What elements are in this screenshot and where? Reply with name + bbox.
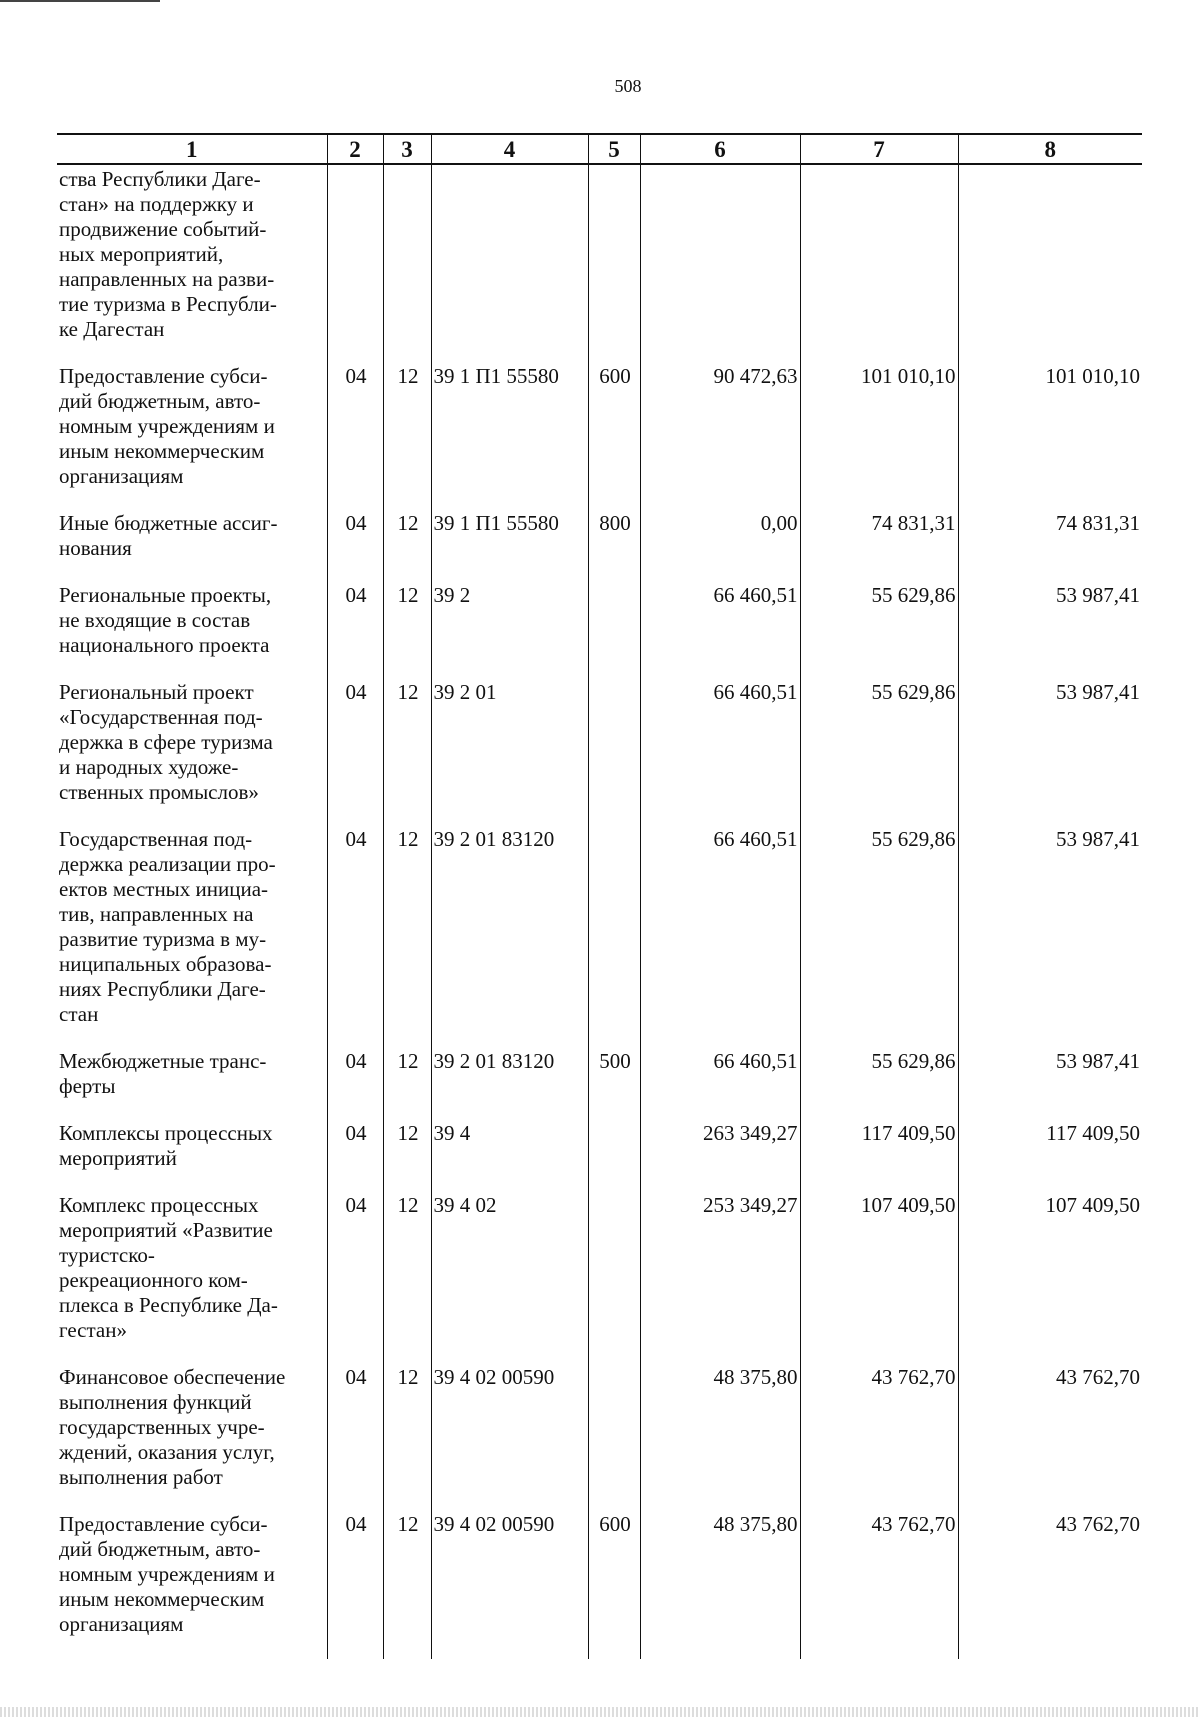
row-subsection-cell [383, 164, 431, 364]
row-amount-col6-cell: 66 460,51 [640, 1049, 800, 1121]
row-target-code-cell: 39 1 П1 55580 [431, 511, 588, 583]
row-amount-col6-cell: 253 349,27 [640, 1193, 800, 1365]
table-row [57, 1512, 1142, 1659]
row-subsection-cell: 12 [383, 511, 431, 583]
row-amount-col6-cell: 0,00 [640, 511, 800, 583]
table-row [57, 164, 1142, 364]
row-name-cell: Государственная под- держка реализации про- ектов местных инициа- тив, направленных на развитие туризма в му- ниципальных образова- ниях Республики Даге- стан [59, 827, 276, 1026]
row-amount-col7-cell: 43 762,70 [800, 1365, 958, 1512]
budget-table [57, 133, 1142, 1659]
row-subsection-cell: 12 [383, 364, 431, 511]
row-amount-col7-cell: 55 629,86 [800, 827, 958, 1049]
row-amount-col8-cell: 107 409,50 [958, 1193, 1142, 1365]
row-name-cell: ства Республики Даге- стан» на поддержку и продвижение событий- ных мероприятий, направленных на разви- тие туризма в Республи- ке Дагестан [59, 167, 277, 341]
row-target-code-cell [431, 164, 588, 364]
header-row [57, 134, 1142, 164]
row-amount-col6-cell: 263 349,27 [640, 1121, 800, 1193]
header-col-5: 5 [588, 134, 640, 164]
header-col-1: 1 [57, 134, 327, 164]
row-target-code-cell: 39 4 [431, 1121, 588, 1193]
row-amount-col7-cell: 101 010,10 [800, 364, 958, 511]
row-expense-type-cell [588, 583, 640, 680]
header-col-6: 6 [640, 134, 800, 164]
row-name-cell: Региональный проект «Государственная под- держка в сфере туризма и народных художе- ственных промыслов» [59, 680, 273, 804]
row-expense-type-cell: 600 [588, 1512, 640, 1659]
row-subsection-cell: 12 [383, 1121, 431, 1193]
row-amount-col8-cell: 53 987,41 [958, 1049, 1142, 1121]
header-col-8: 8 [958, 134, 1142, 164]
row-amount-col8-cell: 53 987,41 [958, 583, 1142, 680]
row-expense-type-cell [588, 1121, 640, 1193]
row-section-cell: 04 [327, 364, 383, 511]
table-row [57, 583, 1142, 680]
row-amount-col8-cell: 43 762,70 [958, 1512, 1142, 1659]
table-row [57, 1365, 1142, 1512]
row-section-cell: 04 [327, 1365, 383, 1512]
row-amount-col8-cell: 117 409,50 [958, 1121, 1142, 1193]
row-amount-col7-cell [800, 164, 958, 364]
table-row [57, 827, 1142, 1049]
row-amount-col8-cell [958, 164, 1142, 364]
row-subsection-cell: 12 [383, 1049, 431, 1121]
row-amount-col7-cell: 117 409,50 [800, 1121, 958, 1193]
row-subsection-cell: 12 [383, 583, 431, 680]
table-row [57, 1193, 1142, 1365]
row-amount-col6-cell: 66 460,51 [640, 680, 800, 827]
row-subsection-cell: 12 [383, 827, 431, 1049]
row-subsection-cell: 12 [383, 1365, 431, 1512]
row-name-cell: Региональные проекты, не входящие в состав национального проекта [59, 583, 272, 657]
header-col-7: 7 [800, 134, 958, 164]
row-expense-type-cell [588, 827, 640, 1049]
row-subsection-cell: 12 [383, 680, 431, 827]
header-col-4: 4 [431, 134, 588, 164]
row-target-code-cell: 39 4 02 00590 [431, 1365, 588, 1512]
row-section-cell [327, 164, 383, 364]
row-target-code-cell: 39 1 П1 55580 [431, 364, 588, 511]
row-expense-type-cell: 600 [588, 364, 640, 511]
row-name-cell: Финансовое обеспечение выполнения функций государственных учре- ждений, оказания услуг, выполнения работ [59, 1365, 286, 1489]
row-target-code-cell: 39 4 02 00590 [431, 1512, 588, 1659]
row-expense-type-cell: 500 [588, 1049, 640, 1121]
header-col-2: 2 [327, 134, 383, 164]
row-name-cell: Межбюджетные транс- ферты [59, 1049, 267, 1098]
row-section-cell: 04 [327, 511, 383, 583]
row-name-cell: Иные бюджетные ассиг- нования [59, 511, 278, 560]
row-amount-col8-cell: 43 762,70 [958, 1365, 1142, 1512]
row-subsection-cell: 12 [383, 1512, 431, 1659]
row-amount-col7-cell: 107 409,50 [800, 1193, 958, 1365]
budget-table-container [57, 133, 1142, 1636]
row-amount-col6-cell: 90 472,63 [640, 364, 800, 511]
row-target-code-cell: 39 4 02 [431, 1193, 588, 1365]
table-body [57, 164, 1142, 1659]
row-expense-type-cell [588, 164, 640, 364]
row-name-cell: Предоставление субси- дий бюджетным, авто- номным учреждениям и иным некоммерческим организациям [59, 364, 275, 488]
table-row [57, 511, 1142, 583]
header-col-3: 3 [383, 134, 431, 164]
row-section-cell: 04 [327, 1512, 383, 1659]
scan-edge-bottom [0, 1707, 1200, 1717]
row-amount-col7-cell: 43 762,70 [800, 1512, 958, 1659]
row-amount-col8-cell: 53 987,41 [958, 827, 1142, 1049]
table-row [57, 680, 1142, 827]
row-amount-col6-cell: 66 460,51 [640, 583, 800, 680]
row-name-cell: Предоставление субси- дий бюджетным, авто- номным учреждениям и иным некоммерческим организациям [59, 1512, 275, 1636]
row-amount-col6-cell: 48 375,80 [640, 1365, 800, 1512]
scan-edge-top [0, 0, 160, 2]
row-section-cell: 04 [327, 827, 383, 1049]
row-amount-col7-cell: 55 629,86 [800, 680, 958, 827]
row-name-cell: Комплексы процессных мероприятий [59, 1121, 273, 1170]
page-number: 508 [614, 76, 642, 96]
row-section-cell: 04 [327, 680, 383, 827]
row-name-cell: Комплекс процессных мероприятий «Развитие туристско- рекреационного ком- плекса в Республике Да- гестан» [59, 1193, 278, 1342]
row-amount-col6-cell [640, 164, 800, 364]
row-subsection-cell: 12 [383, 1193, 431, 1365]
row-target-code-cell: 39 2 01 [431, 680, 588, 827]
row-target-code-cell: 39 2 01 83120 [431, 1049, 588, 1121]
row-expense-type-cell [588, 1365, 640, 1512]
row-target-code-cell: 39 2 [431, 583, 588, 680]
row-amount-col8-cell: 53 987,41 [958, 680, 1142, 827]
row-amount-col8-cell: 74 831,31 [958, 511, 1142, 583]
row-expense-type-cell [588, 1193, 640, 1365]
row-amount-col7-cell: 55 629,86 [800, 583, 958, 680]
row-section-cell: 04 [327, 1049, 383, 1121]
row-amount-col7-cell: 55 629,86 [800, 1049, 958, 1121]
row-expense-type-cell [588, 680, 640, 827]
row-section-cell: 04 [327, 583, 383, 680]
row-section-cell: 04 [327, 1193, 383, 1365]
row-amount-col6-cell: 66 460,51 [640, 827, 800, 1049]
table-row [57, 1121, 1142, 1193]
row-expense-type-cell: 800 [588, 511, 640, 583]
row-amount-col8-cell: 101 010,10 [958, 364, 1142, 511]
table-row [57, 1049, 1142, 1121]
row-target-code-cell: 39 2 01 83120 [431, 827, 588, 1049]
row-amount-col7-cell: 74 831,31 [800, 511, 958, 583]
table-row [57, 364, 1142, 511]
row-section-cell: 04 [327, 1121, 383, 1193]
row-amount-col6-cell: 48 375,80 [640, 1512, 800, 1659]
